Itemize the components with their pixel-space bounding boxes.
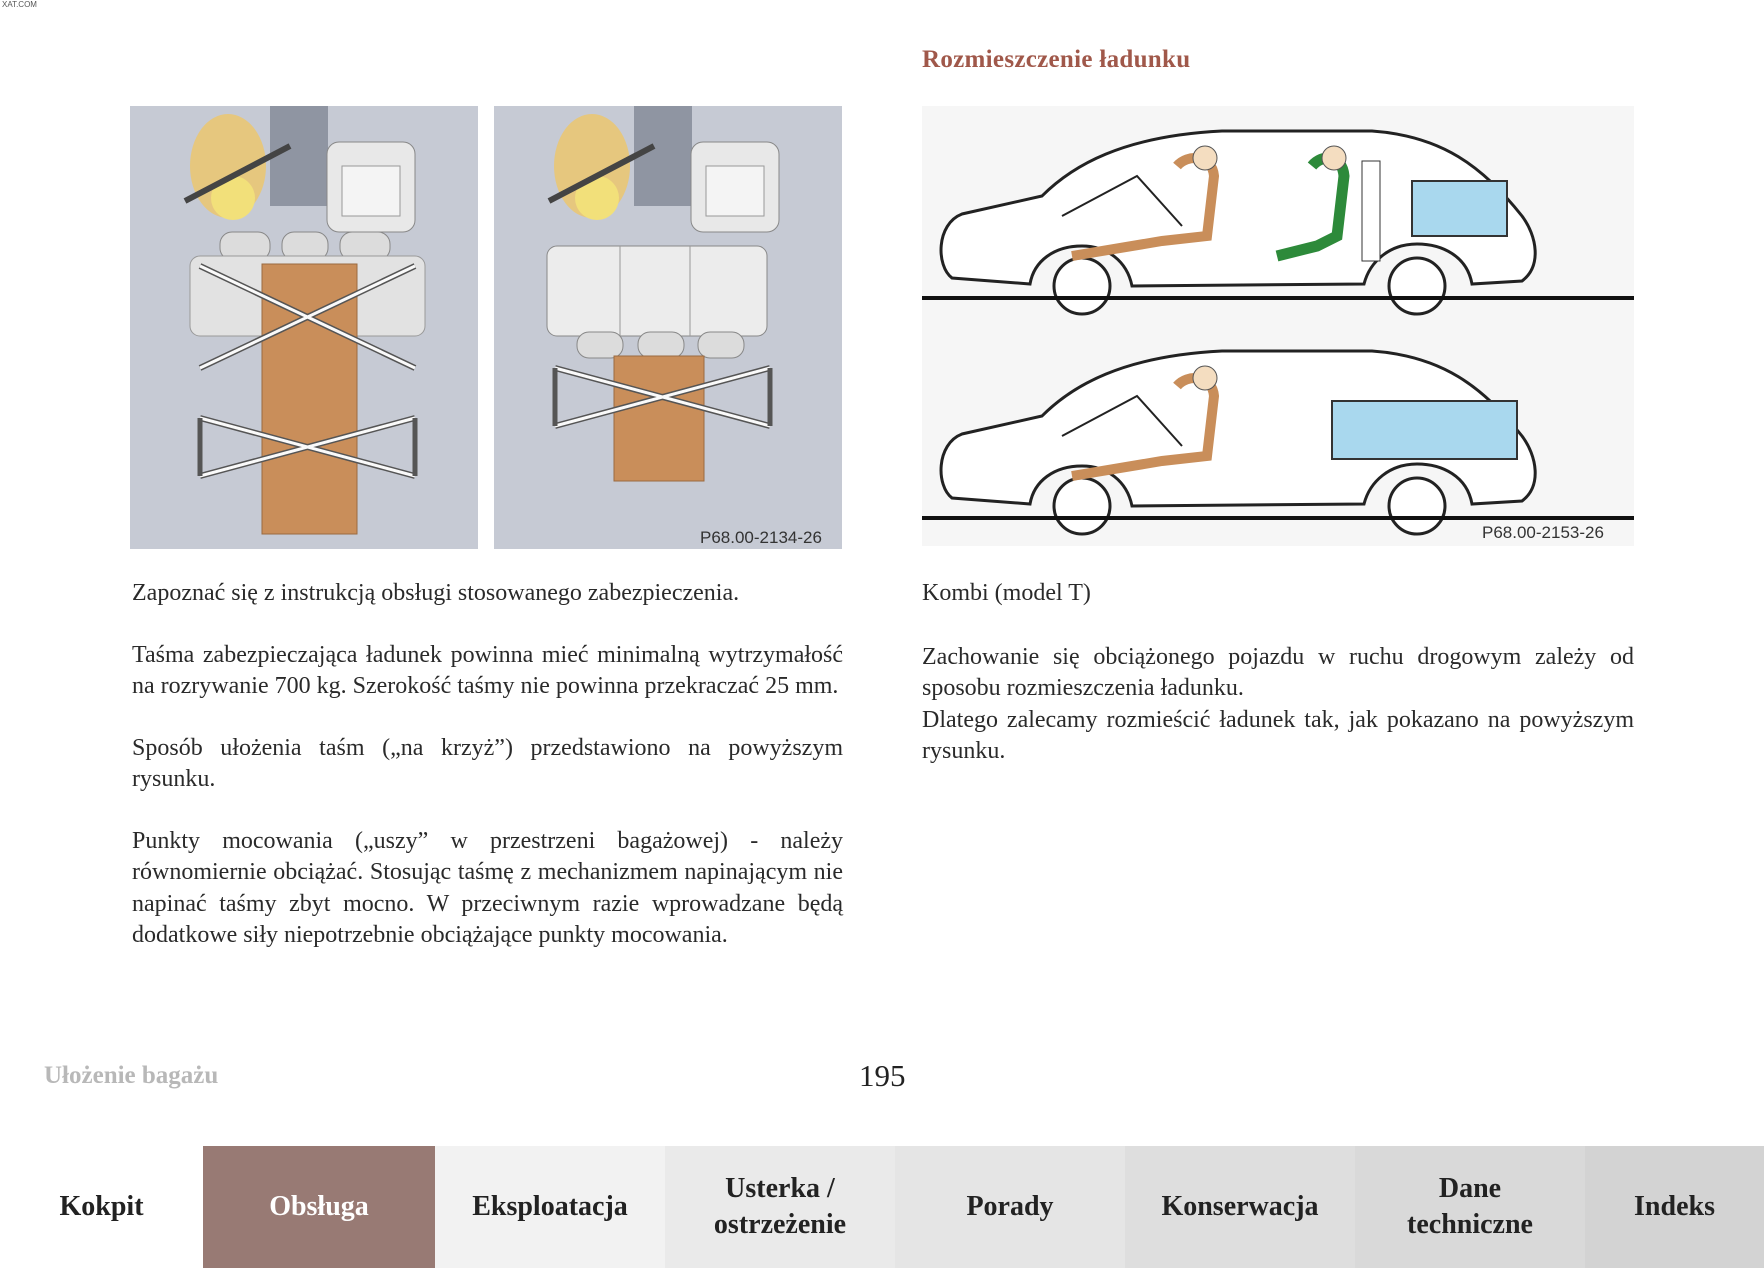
- cargo-strap-figure: [130, 106, 845, 551]
- left-figure-code: P68.00-2134-26: [700, 528, 822, 547]
- panel-single-row-folded: [130, 106, 478, 549]
- strap-diagram: [130, 106, 845, 551]
- paragraph: Taśma zabezpieczająca ładunek powinna mieć minimalną wytrzymałość na rozrywanie 700 kg. Szerokość taśmy nie powinna przekraczać 25 mm.: [132, 641, 843, 699]
- footer-section-title: Ułożenie bagażu: [44, 1062, 219, 1089]
- paragraph: Dlatego zalecamy rozmieścić ładunek tak, jak pokazano na powyższym rysunku.: [922, 706, 1634, 764]
- tab-label: Indeks: [1634, 1191, 1715, 1222]
- panel-rear-seat-up: [494, 106, 842, 549]
- tab-eksploatacja[interactable]: [435, 1146, 665, 1268]
- tab-label: Konserwacja: [1161, 1191, 1319, 1222]
- tab-indeks[interactable]: [1585, 1146, 1764, 1268]
- tab-label: Dane techniczne: [1407, 1173, 1533, 1240]
- tab-dane-techniczne[interactable]: [1355, 1146, 1585, 1268]
- tab-usterka-ostrzezenie[interactable]: [665, 1146, 895, 1268]
- section-heading: Rozmieszczenie ładunku: [922, 46, 1191, 73]
- paragraph: Sposób ułożenia taśm („na krzyż”) przedstawiono na powyższym rysunku.: [132, 734, 843, 792]
- tab-label: Eksploatacja: [472, 1191, 628, 1222]
- figure-caption: Kombi (model T): [922, 580, 1091, 606]
- tab-porady[interactable]: [895, 1146, 1125, 1268]
- paragraph: Punkty mocowania („uszy” w przestrzeni bagażowej) - należy równomiernie obciążać. Stosując taśmę z mechanizmem napinającym nie napinać taśmy zbyt mocno. W przeciwnym razie wprowadzane będą dodatkowe siły niepotrzebnie obciążające punkty mocowania.: [132, 827, 843, 948]
- tab-label: Usterka / ostrzeżenie: [713, 1173, 847, 1240]
- right-column-text: [922, 578, 1634, 798]
- watermark: XAT.COM: [2, 0, 37, 9]
- right-figure-code: P68.00-2153-26: [1482, 523, 1604, 542]
- paragraph: Zapoznać się z instrukcją obsługi stosowanego zabezpieczenia.: [132, 580, 740, 606]
- tab-label: Porady: [966, 1191, 1054, 1222]
- tab-label: Kokpit: [59, 1191, 144, 1222]
- paragraph: Zachowanie się obciążonego pojazdu w ruchu drogowym zależy od sposobu rozmieszczenia ładunku.: [922, 643, 1634, 701]
- left-column-text: [132, 578, 843, 982]
- cargo-placement-figure: [922, 106, 1634, 551]
- tab-label: Obsługa: [269, 1191, 369, 1222]
- page-number: 195: [859, 1058, 906, 1093]
- tab-konserwacja[interactable]: [1125, 1146, 1355, 1268]
- tab-kokpit[interactable]: [0, 1146, 203, 1268]
- vehicle-side-diagram: [922, 106, 1634, 551]
- tab-obsluga[interactable]: [203, 1146, 435, 1268]
- chapter-tab-bar: [0, 1146, 1764, 1268]
